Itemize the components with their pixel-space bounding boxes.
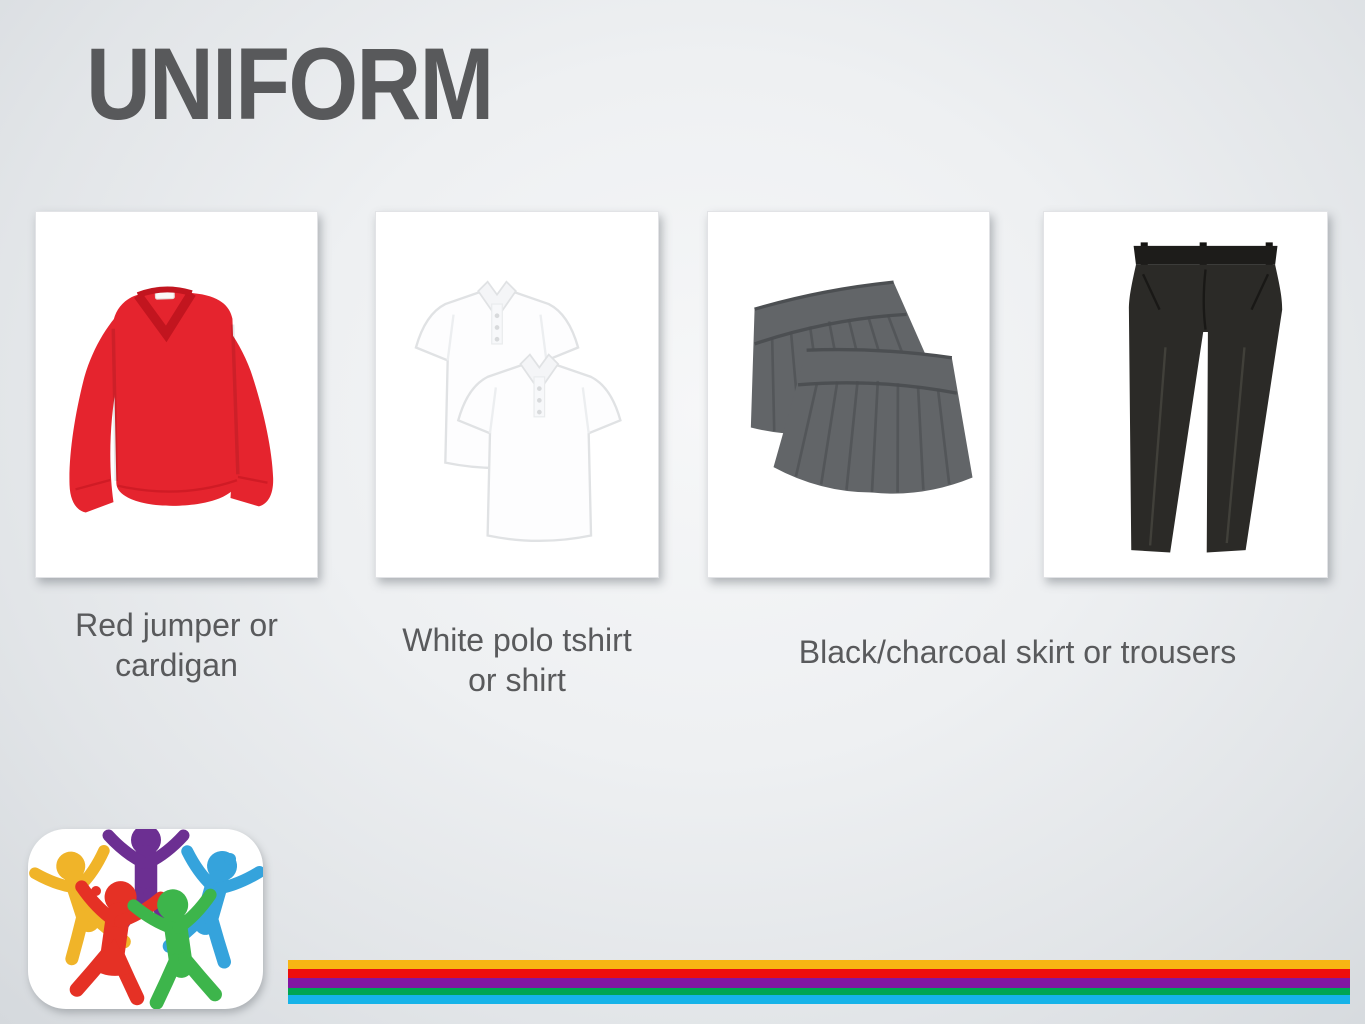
footer-stripe-red <box>288 969 1350 978</box>
caption-line: Red jumper or <box>75 607 278 643</box>
caption-white-polo <box>375 620 659 700</box>
footer-stripe-cyan <box>288 995 1350 1004</box>
photo-card-grey-skirts <box>707 211 990 578</box>
school-logo <box>28 829 263 1009</box>
photo-card-red-jumper <box>35 211 318 578</box>
red-jumper-image <box>36 212 317 577</box>
photo-card-white-polos <box>375 211 659 578</box>
footer-stripe-gold <box>288 960 1350 969</box>
footer-stripes <box>288 960 1350 1004</box>
grey-skirts-image <box>708 212 989 577</box>
caption-line: cardigan <box>115 647 238 683</box>
caption-line: or shirt <box>468 662 566 698</box>
footer-stripe-purple <box>288 978 1350 988</box>
footer-stripe-green <box>288 988 1350 995</box>
caption-skirt-trousers <box>707 632 1328 672</box>
photo-card-black-trousers <box>1043 211 1328 578</box>
page-title: UNIFORM <box>86 27 493 141</box>
caption-line: White polo tshirt <box>402 622 632 658</box>
white-polos-image <box>376 212 658 577</box>
caption-line: Black/charcoal skirt or trousers <box>798 634 1237 670</box>
dancing-children-logo-icon <box>28 829 263 1009</box>
caption-red-jumper <box>35 605 318 685</box>
black-trousers-image <box>1044 212 1327 577</box>
